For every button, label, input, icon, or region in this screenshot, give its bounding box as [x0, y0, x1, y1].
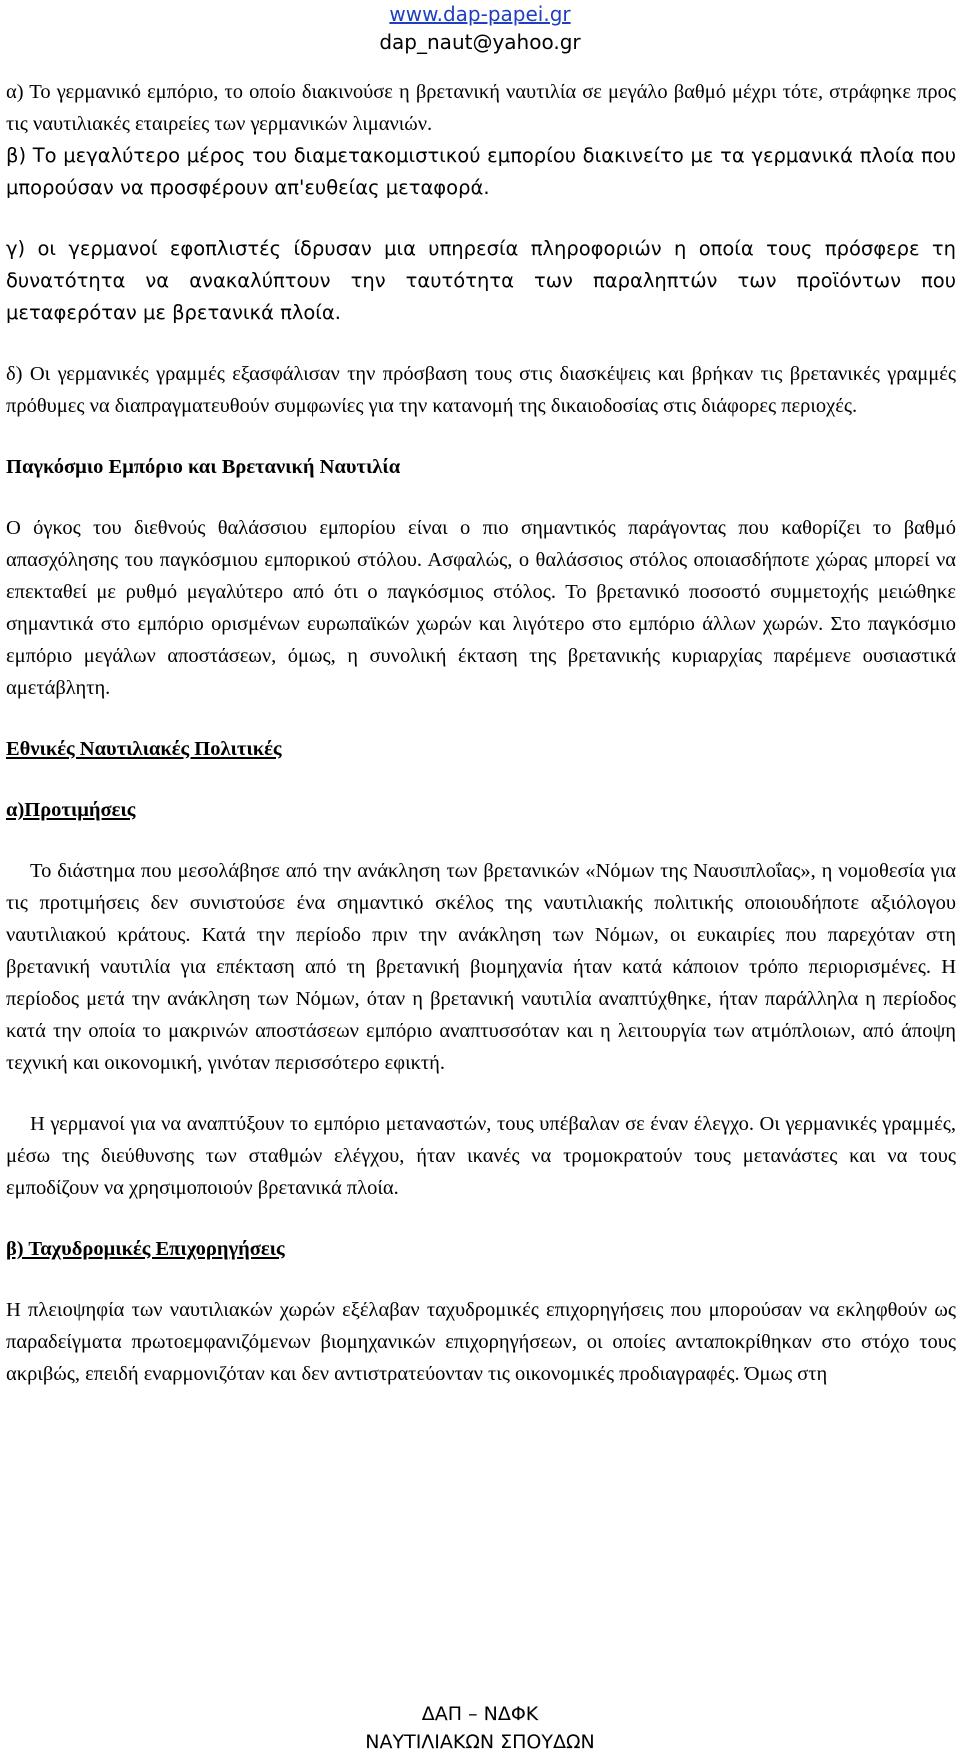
paragraph-subsidies: Η πλειοψηφία των ναυτιλιακών χωρών εξέλαβαν ταχυδρομικές επιχορηγήσεις που μπορούσαν να εκληφθούν ως παραδείγματα πρωτοεμφανιζόμενων βιομηχανικών επιχορηγήσεων, οι οποίες ανταποκρίθηκαν στο στόχο τους ακριβώς, επειδή εναρμονιζόταν και δεν αντιστρατεύονταν τις οικονομικές προδιαγραφές. Όμως στη	[6, 1299, 956, 1385]
paragraph-beta: β) Το μεγαλύτερο μέρος του διαμετακομιστικού εμπορίου διακινείτο με τα γερμανικά πλοία που μπορούσαν να προσφέρουν απ'ευθείας μεταφορά.	[6, 144, 956, 199]
heading-subsidies: β) Ταχυδρομικές Επιχορηγήσεις	[6, 1238, 285, 1260]
paragraph-alpha: α) Το γερμανικό εμπόριο, το οποίο διακινούσε η βρετανική ναυτιλία σε μεγάλο βαθμό μέχρι τότε, στράφηκε προς τις ναυτιλιακές εταιρείες των γερμανικών λιμανιών.	[6, 81, 956, 135]
page-footer	[0, 1700, 960, 1756]
footer-line-2: ΝΑΥΤΙΛΙΑΚΩΝ ΣΠΟΥΔΩΝ	[365, 1731, 595, 1753]
paragraph-delta: δ) Οι γερμανικές γραμμές εξασφάλισαν την πρόσβαση τους στις διασκέψεις και βρήκαν τις βρετανικές γραμμές πρόθυμες να διαπραγματευθούν συμφωνίες για την κατανομή της δικαιοδοσίας στις διάφορες περιοχές.	[6, 363, 956, 417]
email-address: dap_naut@yahoo.gr	[379, 30, 581, 54]
footer-line-1: ΔΑΠ – ΝΔΦΚ	[421, 1703, 539, 1725]
page-header	[0, 0, 960, 56]
paragraph-preferences-2: Η γερμανοί για να αναπτύξουν το εμπόριο μεταναστών, τους υπέβαλαν σε έναν έλεγχο. Οι γερμανικές γραμμές, μέσω της διεύθυνσης των σταθμών ελέγχου, ήταν ικανές να τρομοκρατούν τους μετανάστες και να τους εμποδίζουν να χρησιμοποιούν βρετανικά πλοία.	[6, 1113, 956, 1199]
paragraph-gamma: γ) οι γερμανοί εφοπλιστές ίδρυσαν μια υπηρεσία πληροφοριών η οποία τους πρόσφερε τη δυνατότητα να ανακαλύπτουν την ταυτότητα των παραληπτών των προϊόντων που μεταφερόταν με βρετανικά πλοία.	[6, 237, 956, 324]
document-body	[6, 76, 956, 1390]
heading-world-trade: Παγκόσμιο Εμπόριο και Βρετανική Ναυτιλία	[6, 456, 401, 478]
heading-national-policies: Εθνικές Ναυτιλιακές Πολιτικές	[6, 738, 282, 760]
heading-preferences: α)Προτιμήσεις	[6, 799, 136, 821]
website-link[interactable]: www.dap-papei.gr	[389, 2, 571, 26]
paragraph-preferences-1: Το διάστημα που μεσολάβησε από την ανάκληση των βρετανικών «Νόμων της Ναυσιπλοΐας», η νομοθεσία για τις προτιμήσεις δεν συνιστούσε ένα σημαντικό σκέλος της ναυτιλιακής πολιτικής οποιουδήποτε αξιόλογου ναυτιλιακού κράτους. Κατά την περίοδο πριν την ανάκληση των Νόμων, οι ευκαιρίες που παρεχόταν στη βρετανική ναυτιλία για επέκταση από τη βρετανική βιομηχανία ήταν κατά κάποιον τρόπο περιορισμένες. Η περίοδος μετά την ανάκληση των Νόμων, όταν η βρετανική ναυτιλία αναπτύχθηκε, ήταν παράλληλα η περίοδος κατά την οποία το μακρινών αποστάσεων εμπόριο αναπτυσσόταν και η λειτουργία των ατμόπλοιων, από άποψη τεχνική και οικονομική, γινόταν περισσότερο εφικτή.	[6, 860, 956, 1074]
paragraph-world-trade: Ο όγκος του διεθνούς θαλάσσιου εμπορίου είναι ο πιο σημαντικός παράγοντας που καθορίζει το βαθμό απασχόλησης του παγκόσμιου εμπορικού στόλου. Ασφαλώς, ο θαλάσσιος στόλος οποιασδήποτε χώρας μπορεί να επεκταθεί με ρυθμό μεγαλύτερο από ότι ο παγκόσμιος στόλος. Το βρετανικό ποσοστό συμμετοχής μειώθηκε σημαντικά στο εμπόριο ορισμένων ευρωπαϊκών χωρών και λιγότερο στο εμπόριο άλλων χωρών. Στο παγκόσμιο εμπόριο μεγάλων αποστάσεων, όμως, η συνολική έκταση της βρετανικής κυριαρχίας παρέμενε ουσιαστικά αμετάβλητη.	[6, 517, 956, 699]
